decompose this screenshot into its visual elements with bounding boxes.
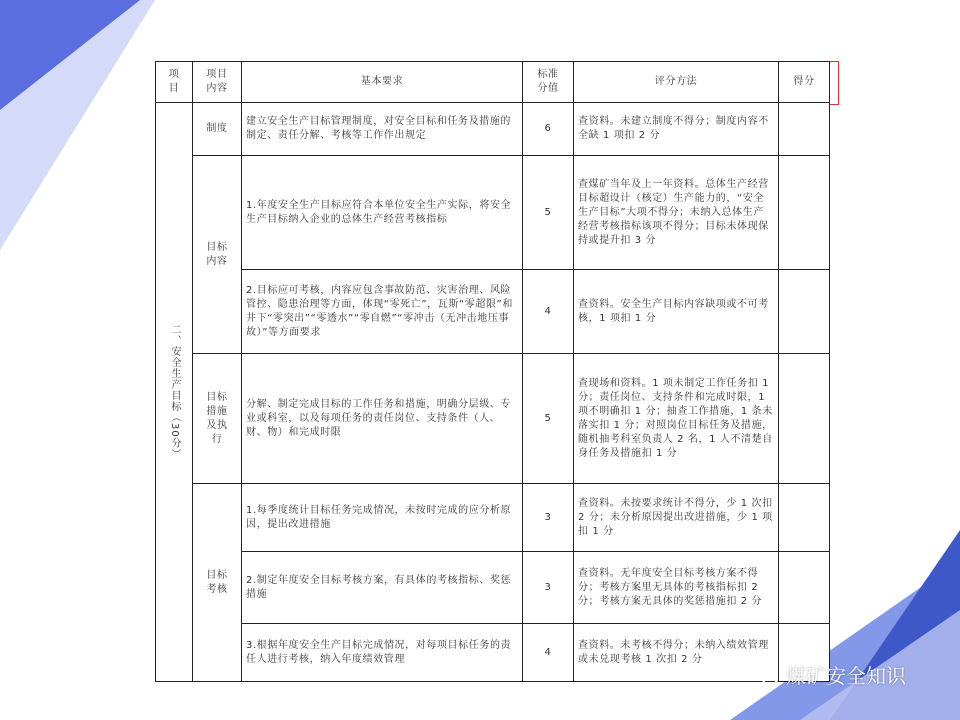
requirement-cell: 2.目标应可考核，内容应包含事故防范、灾害治理、风险管控、隐患治理等方面，体现“零死亡”，瓦斯“零超限”和井下“零突出”“零透水”“零自燃”“零冲击（无冲击地压事故）”等方面要求 <box>242 270 523 354</box>
wechat-icon <box>752 665 778 685</box>
content-cell: 制度 <box>193 103 242 156</box>
method-cell: 查资料。安全生产目标内容缺项或不可考核，1 项扣 1 分 <box>574 270 779 354</box>
header-score <box>779 62 830 103</box>
got-cell <box>779 103 830 156</box>
decor-triangle-top-left-dark <box>0 0 140 110</box>
method-cell: 查煤矿当年及上一年资料。总体生产经营目标超设计（核定）生产能力的，“安全生产目标”大项不得分；未纳入总体生产经营考核指标该项不得分；目标未体现保持或提升扣 3 分 <box>574 156 779 270</box>
score-cell: 3 <box>523 484 574 552</box>
method-cell: 查资料。未建立制度不得分；制度内容不全缺 1 项扣 2 分 <box>574 103 779 156</box>
requirement-cell: 2.制定年度安全目标考核方案，有具体的考核指标、奖惩措施 <box>242 552 523 624</box>
requirement-cell: 1.每季度统计目标任务完成情况，未按时完成的应分析原因，提出改进措施 <box>242 484 523 552</box>
score-cell: 6 <box>523 103 574 156</box>
method-cell: 查资料。无年度安全目标考核方案不得分；考核方案里无具体的考核指标扣 2 分；考核方案无具体的奖惩措施扣 2 分 <box>574 552 779 624</box>
requirement-cell: 分解、制定完成目标的工作任务和措施，明确分层级、专业或科室，以及每项任务的责任岗位、支持条件（人、财、物）和完成时限 <box>242 354 523 484</box>
got-cell <box>779 552 830 624</box>
header-content: 项目 内容 <box>193 62 242 103</box>
got-cell <box>779 156 830 270</box>
section-cell <box>156 103 193 682</box>
score-cell: 4 <box>523 624 574 682</box>
method-cell: 查资料。未考核不得分；未纳入绩效管理或未兑现考核 1 次扣 2 分 <box>574 624 779 682</box>
header-item: 项 目 <box>156 62 193 103</box>
table-row <box>156 354 830 484</box>
watermark-text: 煤矿安全知识 <box>786 664 906 688</box>
table-row <box>156 156 830 270</box>
section-label: 二、安全生产目标（30分） <box>169 324 180 460</box>
table-row <box>156 552 830 624</box>
red-marker <box>830 61 839 105</box>
table-row <box>156 624 830 682</box>
requirement-cell: 建立安全生产目标管理制度，对安全目标和任务及措施的制定、责任分解、考核等工作作出规定 <box>242 103 523 156</box>
table-row <box>156 270 830 354</box>
table-header-row <box>156 62 830 103</box>
method-cell: 查现场和资料。1 项未制定工作任务扣 1 分；责任岗位、支持条件和完成时限，1 项不明确扣 1 分；抽查工作措施，1 条未落实扣 1 分；对照岗位目标任务及措施，随机抽考科室负责人 2 名，1 人不清楚自身任务及措施扣 1 分 <box>574 354 779 484</box>
watermark <box>752 660 906 689</box>
score-cell: 3 <box>523 552 574 624</box>
score-cell: 4 <box>523 270 574 354</box>
requirement-cell: 3.根据年度安全生产目标完成情况，对每项目标任务的责任人进行考核，纳入年度绩效管理 <box>242 624 523 682</box>
table-row <box>156 103 830 156</box>
standard-table <box>155 61 830 682</box>
got-cell <box>779 484 830 552</box>
score-cell: 5 <box>523 156 574 270</box>
header-standard-score: 标准 分值 <box>523 62 574 103</box>
header-scoring-method: 评分方法 <box>574 62 779 103</box>
header-score-label: 得分 <box>793 76 815 87</box>
content-cell: 目标 考核 <box>193 484 242 682</box>
got-cell <box>779 354 830 484</box>
table-row <box>156 484 830 552</box>
method-cell: 查资料。未按要求统计不得分，少 1 次扣 2 分；未分析原因提出改进措施，少 1 项扣 1 分 <box>574 484 779 552</box>
got-cell <box>779 270 830 354</box>
score-cell: 5 <box>523 354 574 484</box>
content-cell: 目标 内容 <box>193 156 242 354</box>
header-requirement: 基本要求 <box>242 62 523 103</box>
content-cell: 目标 措施 及执 行 <box>193 354 242 484</box>
requirement-cell: 1.年度安全生产目标应符合本单位安全生产实际，将安全生产目标纳入企业的总体生产经营考核指标 <box>242 156 523 270</box>
